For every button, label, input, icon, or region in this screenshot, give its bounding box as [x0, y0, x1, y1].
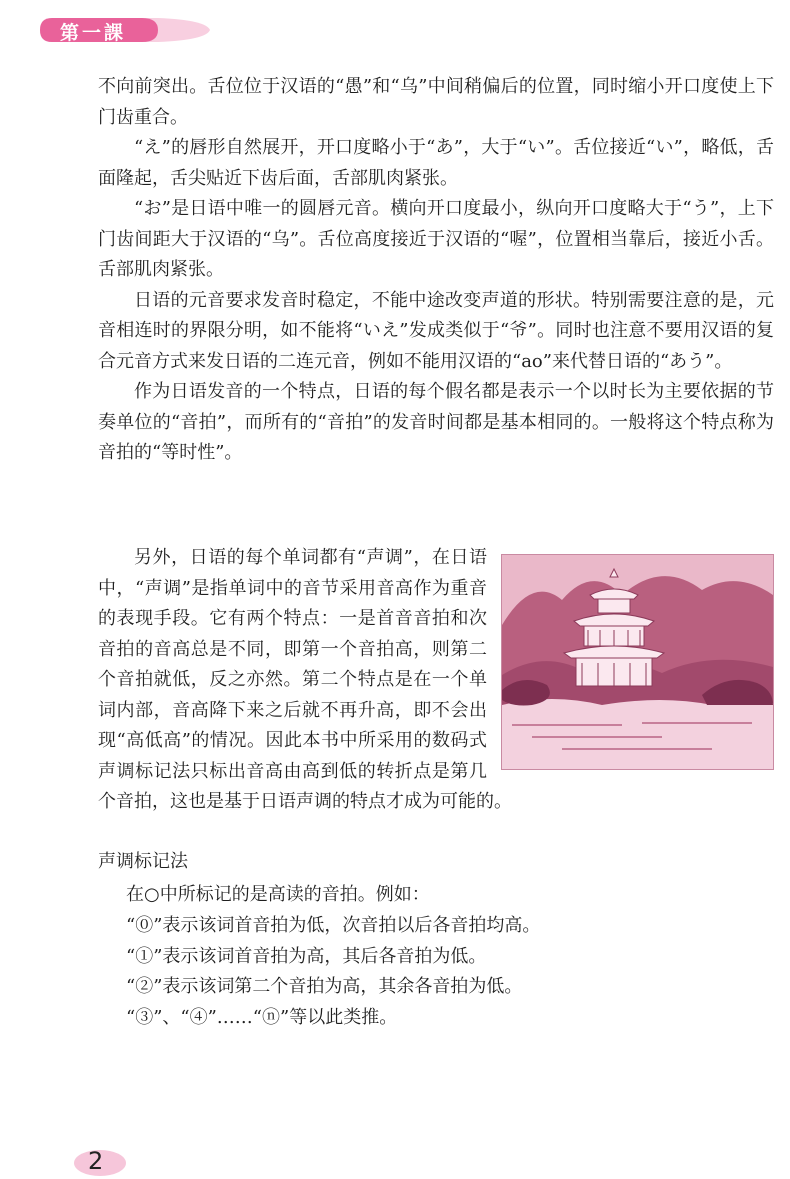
paragraph-e-vowel: “え”的唇形自然展开，开口度略小于“あ”，大于“い”。舌位接近“い”，略低，舌面隆起，舌尖贴近下齿后面，舌部肌肉紧张。: [98, 137, 774, 189]
list-item: “③”、“④”……“ⓝ”等以此类推。: [126, 1007, 398, 1029]
lesson-title: 第一課: [60, 22, 127, 44]
page-number-badge: [68, 1145, 128, 1179]
list-item: “②”表示该词第二个音拍为高，其余各音拍为低。: [126, 976, 523, 998]
paragraph-continuation: 不向前突出。舌位位于汉语的“愚”和“乌”中间稍偏后的位置，同时缩小开口度使上下门齿重合。: [98, 76, 774, 128]
list-item: “⓪”表示该词首音拍为低，次音拍以后各音拍均高。: [126, 914, 541, 936]
section-heading: 声调标记法: [98, 851, 188, 872]
page-number: 2: [88, 1147, 104, 1175]
paragraph-tone: 另外，日语的每个单词都有“声调”，在日语中，“声调”是指单词中的音节采用音高作为重音的表现手段。它有两个特点：一是首音音拍和次音拍的音高总是不同，即第一个音拍高，则第二个音拍就低，反之亦然。第二个特点是在一个单词内部，音高降下来之后就不再升高，即不会出现“高低高”的情况。因此本书中所采用的数码式声调标记法只标出音高由高到低的转折点是第几个音拍，这也是基于日语声调的特点才成为可能的。: [98, 547, 512, 812]
tone-section: [98, 543, 774, 818]
temple-illustration: [501, 554, 774, 770]
paragraph-o-vowel: “お”是日语中唯一的圆唇元音。横向开口度最小，纵向开口度略大于“う”，上下门齿间距大于汉语的“乌”。舌位高度接近于汉语的“喔”，位置相当靠后，接近小舌。舌部肌肉紧张。: [98, 198, 774, 280]
list-item: “①”表示该词首音拍为高，其后各音拍为低。: [126, 945, 487, 967]
lesson-header-tab: [38, 16, 213, 44]
tone-notation-list: [126, 880, 540, 1034]
main-text-block: [98, 72, 774, 469]
paragraph-vowel-stability: 日语的元音要求发音时稳定，不能中途改变声道的形状。特别需要注意的是，元音相连时的界限分明，如不能将“いえ”发成类似于“爷”。同时也注意不要用汉语的复合元音方式来发日语的二连元音，例如不能用汉语的“ao”来代替日语的“あう”。: [98, 289, 774, 372]
paragraph-mora: 作为日语发音的一个特点，日语的每个假名都是表示一个以时长为主要依据的节奏单位的“音拍”，而所有的“音拍”的发音时间都是基本相同的。一般将这个特点称为音拍的“等时性”。: [98, 381, 774, 463]
list-item: 在○中所标记的是高读的音拍。例如：: [126, 884, 430, 905]
